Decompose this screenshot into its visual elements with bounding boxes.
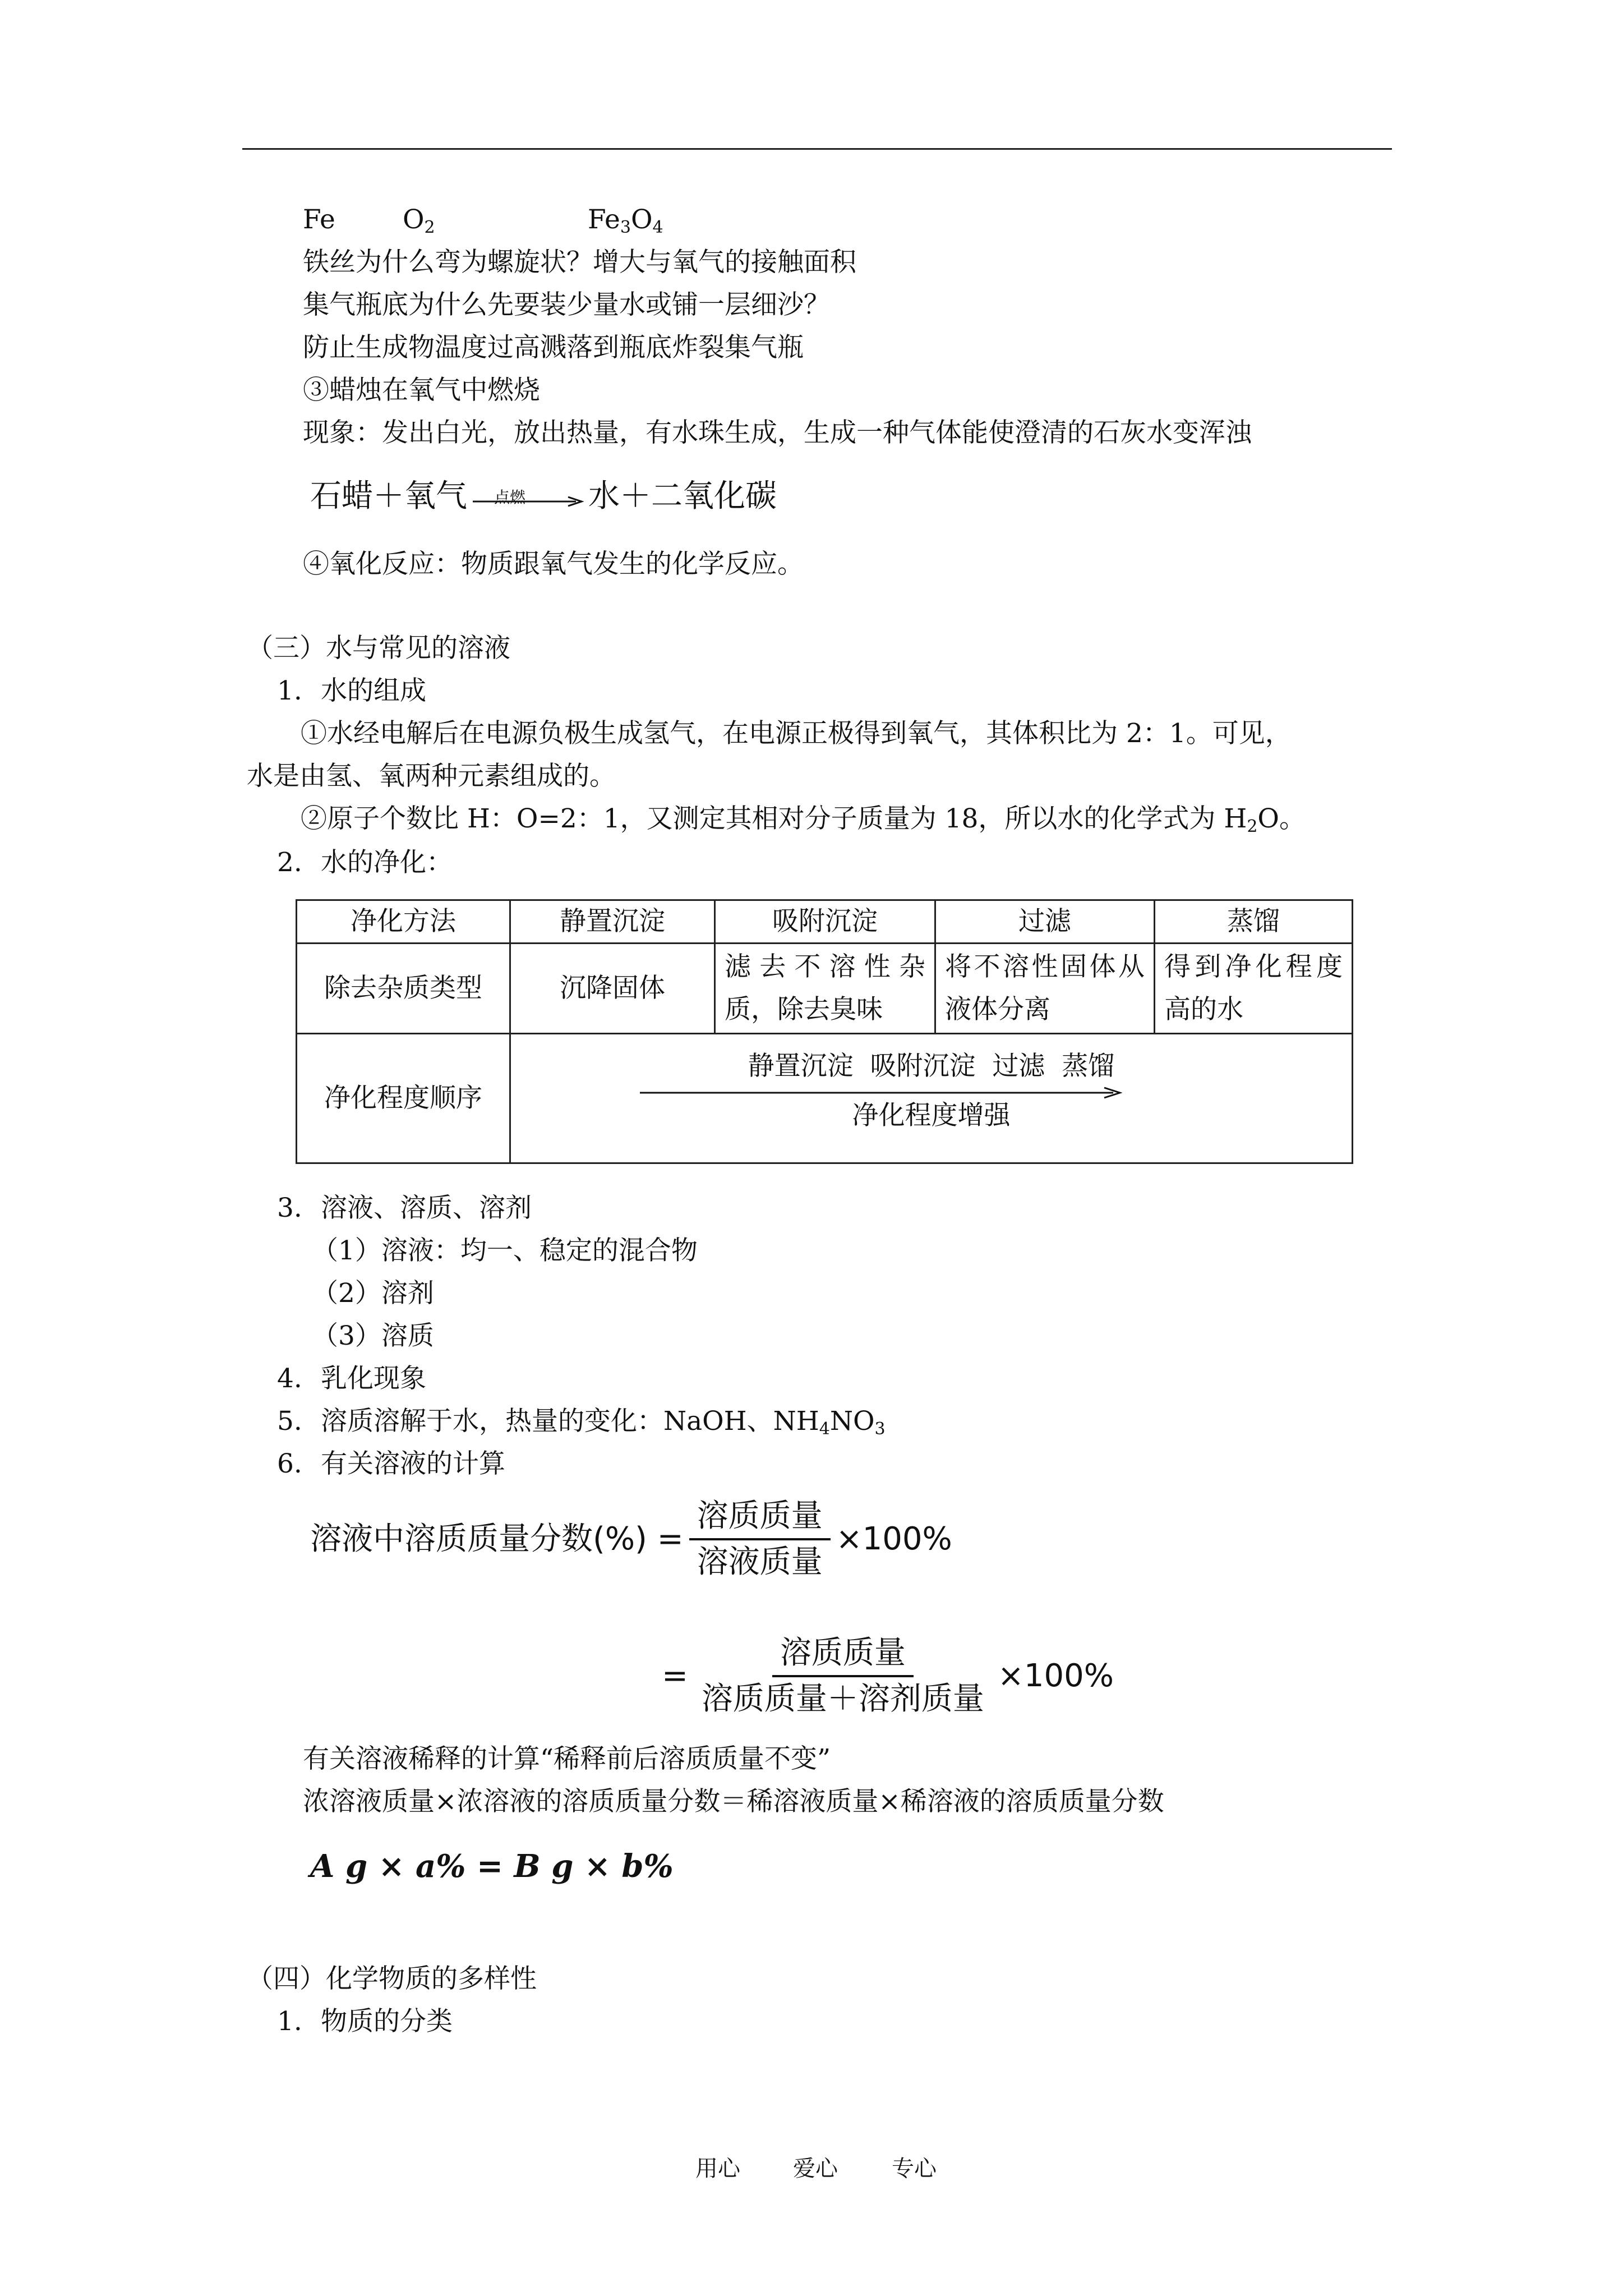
list-item: 5. 溶质溶解于水，热量的变化：NaOH、$NH_4NO_3$ <box>277 1406 886 1439</box>
fraction-denominator: 溶液质量 <box>697 1544 823 1580</box>
table-cell: 净化程度顺序 <box>297 1034 510 1163</box>
paragraph-line: ①水经电解后在电源负极生成氢气，在电源正极得到氧气，其体积比为 2：1。可见， <box>301 718 1292 749</box>
footer-text: 专心 <box>892 2156 937 2182</box>
text-line: 集气瓶底为什么先要装少量水或铺一层细沙？ <box>303 289 830 320</box>
order-sequence: 静置沉淀 吸附沉淀 过滤 蒸馏 <box>748 1051 1115 1082</box>
text-line: ④氧化反应：物质跟氧气发生的化学反应。 <box>303 549 804 579</box>
item-number: 6. <box>277 1448 302 1479</box>
paragraph-line: ②原子个数比 H：O=2：1，又测定其相对分子质量为 18，所以水的化学式为 $H_2O$。 <box>301 803 1306 836</box>
purification-table <box>296 899 1353 1164</box>
table-cell: 将不溶性固体从液体分离 <box>935 944 1155 1034</box>
table-row <box>297 1034 1353 1163</box>
item-number: 1. <box>277 2006 302 2037</box>
order-caption: 净化程度增强 <box>852 1100 1011 1131</box>
list-item: 2. 水的净化： <box>277 846 453 880</box>
footer-text: 爱心 <box>793 2156 838 2182</box>
section-heading: （四）化学物质的多样性 <box>247 1963 537 1994</box>
iron-reaction-line <box>303 203 335 237</box>
table-cell: 蒸馏 <box>1155 900 1353 944</box>
table-cell: 净化方法 <box>297 900 510 944</box>
paragraph-line: 水是由氢、氧两种元素组成的。 <box>247 761 616 792</box>
reaction-condition: 点燃 <box>494 487 526 507</box>
text-line: 防止生成物温度过高溅落到瓶底炸裂集气瓶 <box>303 332 804 363</box>
sub-item: （1）溶液：均一、稳定的混合物 <box>312 1235 698 1266</box>
table-cell-order <box>510 1034 1353 1163</box>
sub-item: （2）溶剂 <box>312 1278 434 1309</box>
table-cell: 得到净化程度高的水 <box>1155 944 1353 1034</box>
list-item: 3. 溶液、溶质、溶剂 <box>277 1191 532 1225</box>
formula-lhs: 溶液中溶质质量分数(%) = <box>310 1521 684 1557</box>
text-line: 现象：发出白光，放出热量，有水珠生成，生成一种气体能使澄清的石灰水变浑浊 <box>303 417 1252 448</box>
formula-equals: = <box>662 1658 688 1694</box>
reaction-arrow <box>472 481 584 515</box>
list-item: 1. 水的组成 <box>277 674 426 708</box>
formula-tail: ×100% <box>836 1521 952 1557</box>
list-item: 4. 乳化现象 <box>277 1362 426 1396</box>
table-cell: 吸附沉淀 <box>715 900 935 944</box>
section-heading: （三）水与常见的溶液 <box>247 633 510 664</box>
formula-fe3o4: $Fe_3O_4$ <box>588 204 663 237</box>
item-number: 2. <box>277 847 302 878</box>
dilution-formula: A g × a% = B g × b% <box>310 1848 674 1885</box>
table-header-row <box>297 900 1353 944</box>
fraction <box>694 1634 992 1719</box>
mass-fraction-formula <box>310 1497 952 1582</box>
table-row <box>297 944 1353 1034</box>
formula-tail: ×100% <box>997 1658 1114 1694</box>
list-item: 6. 有关溶液的计算 <box>277 1447 505 1481</box>
sub-item: （3）溶质 <box>312 1320 434 1351</box>
candle-reaction-equation <box>310 477 777 516</box>
text-line: 有关溶液稀释的计算“稀释前后溶质质量不变” <box>303 1743 831 1774</box>
table-cell: 静置沉淀 <box>510 900 715 944</box>
text-line: 铁丝为什么弯为螺旋状？增大与氧气的接触面积 <box>303 247 856 278</box>
formula-fe: Fe <box>303 204 335 235</box>
fraction-numerator: 溶质质量 <box>772 1634 914 1677</box>
reaction-left: 石蜡＋氧气 <box>310 478 467 514</box>
list-item: 1. 物质的分类 <box>277 2005 453 2039</box>
fraction-denominator: 溶质质量＋溶剂质量 <box>701 1681 984 1717</box>
mass-fraction-formula-expanded <box>662 1634 1114 1719</box>
table-cell: 沉降固体 <box>510 944 715 1034</box>
text-line: ③蜡烛在氧气中燃烧 <box>303 375 540 406</box>
item-number: 3. <box>277 1193 302 1223</box>
item-number: 4. <box>277 1363 302 1394</box>
reaction-right: 水＋二氧化碳 <box>588 478 777 514</box>
table-cell: 除去杂质类型 <box>297 944 510 1034</box>
text-line: 浓溶液质量×浓溶液的溶质质量分数＝稀溶液质量×稀溶液的溶质质量分数 <box>303 1786 1164 1817</box>
fraction-numerator: 溶质质量 <box>689 1497 831 1540</box>
item-number: 1. <box>277 675 302 706</box>
table-cell: 滤去不溶性杂质，除去臭味 <box>715 944 935 1034</box>
formula-o2: $O_2$ <box>403 204 435 237</box>
item-number: 5. <box>277 1406 302 1437</box>
table-cell: 过滤 <box>935 900 1155 944</box>
fraction <box>689 1497 831 1582</box>
footer-text: 用心 <box>695 2156 740 2182</box>
header-rule <box>242 148 1392 150</box>
